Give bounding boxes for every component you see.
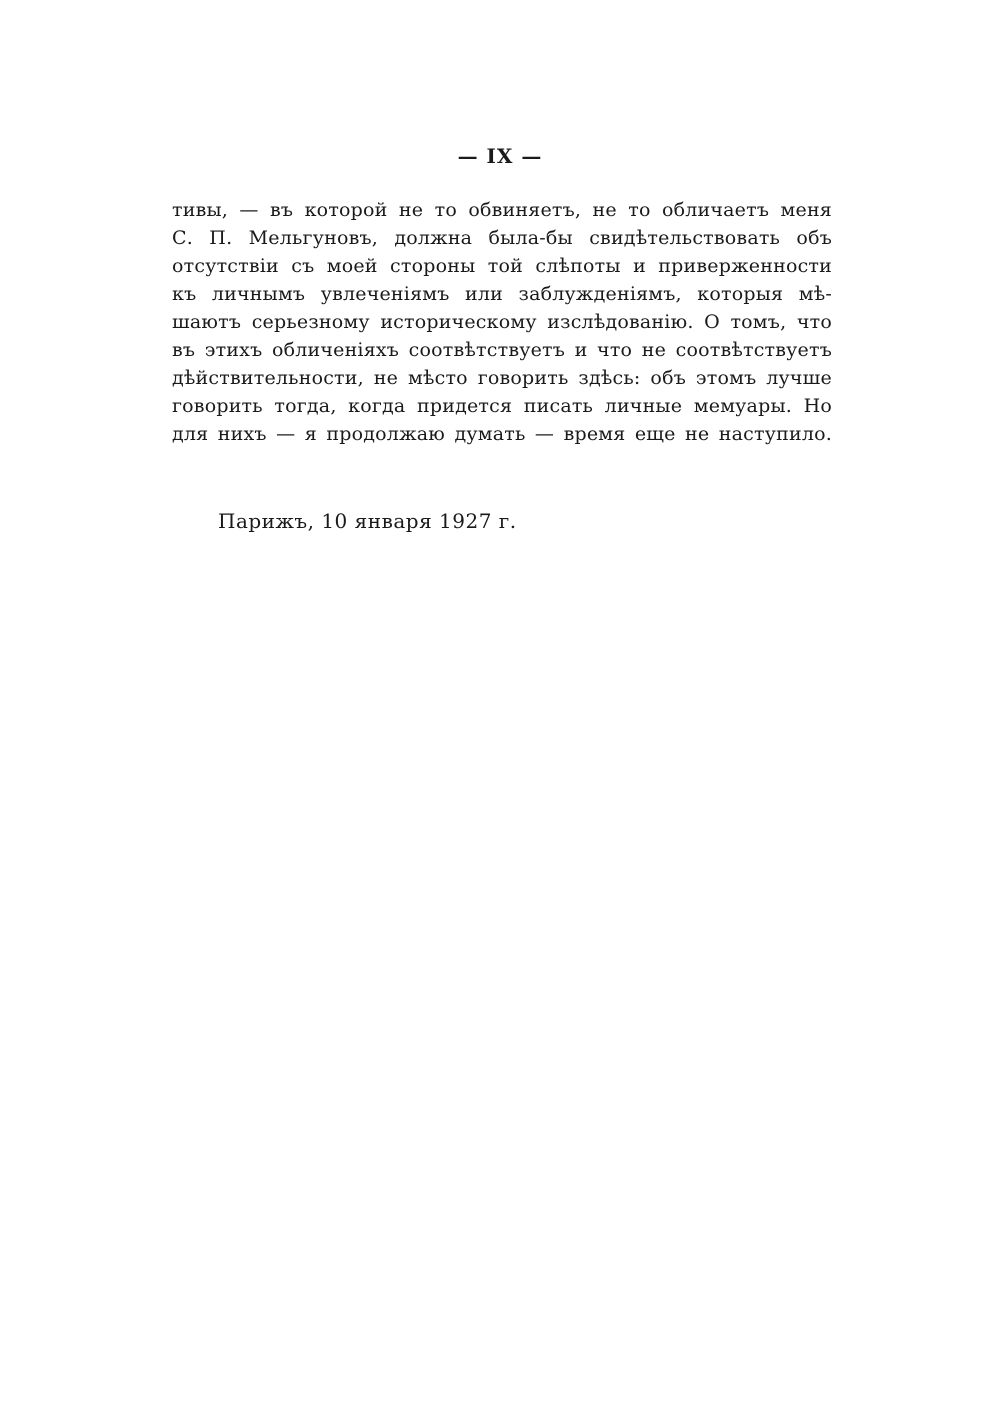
paragraph-line: шаютъ серьезному историческому изслѣдованію. О томъ, что: [172, 311, 832, 333]
paragraph-line: въ этихъ обличеніяхъ соотвѣтствуетъ и что не соотвѣтствуетъ: [172, 339, 832, 361]
paragraph-line: отсутствіи съ моей стороны той слѣпоты и приверженности: [172, 255, 832, 277]
paragraph-line: С. П. Мельгуновъ, должна была-бы свидѣтельствовать объ: [172, 227, 832, 249]
paragraph-line: къ личнымъ увлеченіямъ или заблужденіямъ, которыя мѣ-: [172, 283, 832, 305]
body-paragraph: [172, 196, 832, 448]
paragraph-line: для нихъ — я продолжаю думать — время еще не наступило.: [172, 423, 832, 445]
page-number: — IX —: [457, 144, 543, 168]
paragraph-line: говорить тогда, когда придется писать личные мемуары. Но: [172, 395, 832, 417]
paragraph-line: дѣйствительности, не мѣсто говорить здѣсь: объ этомъ лучше: [172, 367, 832, 389]
place-date-signature: Парижъ, 10 января 1927 г.: [218, 509, 517, 533]
paragraph-line: тивы, — въ которой не то обвиняетъ, не то обличаетъ меня: [172, 199, 832, 221]
